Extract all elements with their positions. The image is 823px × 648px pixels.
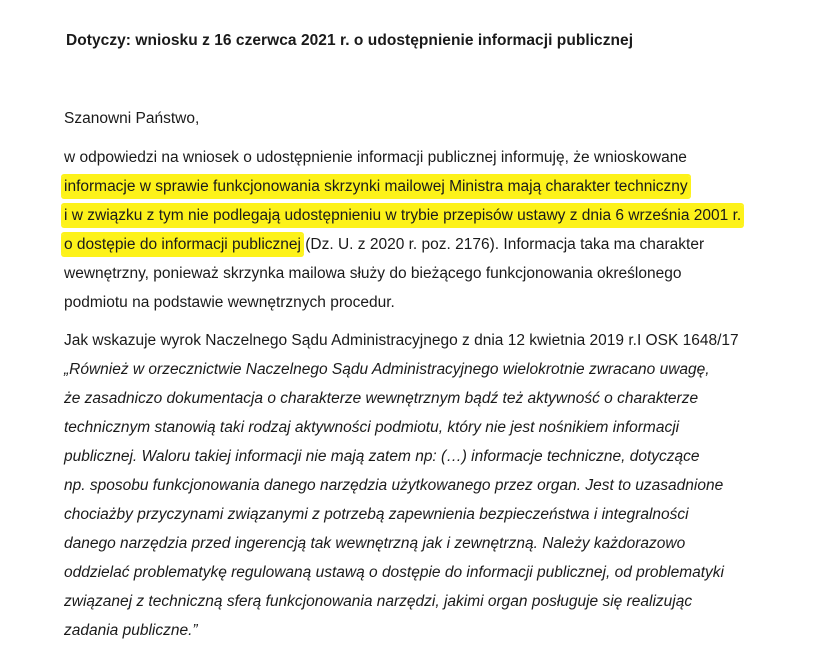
quote-line: związanej z techniczną sferą funkcjonowania narzędzi, jakimi organ posługuje się realizując: [64, 593, 693, 610]
quote-line: „Również w orzecznictwie Naczelnego Sądu Administracyjnego wielokrotnie zwracano uwagę,: [64, 361, 710, 378]
paragraph1-line: podmiotu na podstawie wewnętrznych procedur.: [64, 294, 395, 311]
highlighted-text: i w związku z tym nie podlegają udostępnieniu w trybie przepisów ustawy z dnia 6 września 2001 r.: [61, 205, 744, 226]
paragraph1-line: [64, 235, 704, 255]
quote-line: oddzielać problematykę regulowaną ustawą o dostępie do informacji publicznej, od problematyki: [64, 564, 724, 581]
quote-line: że zasadniczo dokumentacja o charakterze wewnętrznym bądź też aktywność o charakterze: [64, 390, 699, 407]
paragraph1-line: [64, 206, 741, 226]
quote-line: chociażby przyczynami związanymi z potrzebą zapewnienia bezpieczeństwa i integralności: [64, 506, 689, 523]
paragraph1-line: [64, 177, 688, 197]
highlighted-text: informacje w sprawie funkcjonowania skrzynki mailowej Ministra mają charakter techniczny: [61, 176, 691, 197]
paragraph1-line: w odpowiedzi na wniosek o udostępnienie informacji publicznej informuję, że wnioskowane: [64, 149, 687, 166]
quote-line: danego narzędzia przed ingerencją tak wewnętrzną jak i zewnętrzną. Należy każdorazowo: [64, 535, 686, 552]
quote-line: technicznym stanowią taki rodzaj aktywności podmiotu, który nie jest nośnikiem informacji: [64, 419, 680, 436]
salutation: Szanowni Państwo,: [64, 110, 200, 127]
paragraph1-line: wewnętrzny, ponieważ skrzynka mailowa służy do bieżącego funkcjonowania określonego: [64, 265, 682, 282]
letter-subject: Dotyczy: wniosku z 16 czerwca 2021 r. o udostępnienie informacji publicznej: [66, 32, 634, 49]
quote-line: publicznej. Waloru takiej informacji nie mają zatem np: (…) informacje techniczne, dotyczące: [64, 448, 700, 465]
highlighted-text: o dostępie do informacji publicznej: [61, 234, 304, 255]
quote-line: zadania publiczne.”: [64, 622, 198, 639]
paragraph1-text: (Dz. U. z 2020 r. poz. 2176). Informacja taka ma charakter: [300, 236, 705, 253]
paragraph2-intro: Jak wskazuje wyrok Naczelnego Sądu Administracyjnego z dnia 12 kwietnia 2019 r.I OSK 1648/17: [64, 332, 739, 349]
quote-line: np. sposobu funkcjonowania danego narzędzia użytkowanego przez organ. Jest to uzasadnione: [64, 477, 724, 494]
